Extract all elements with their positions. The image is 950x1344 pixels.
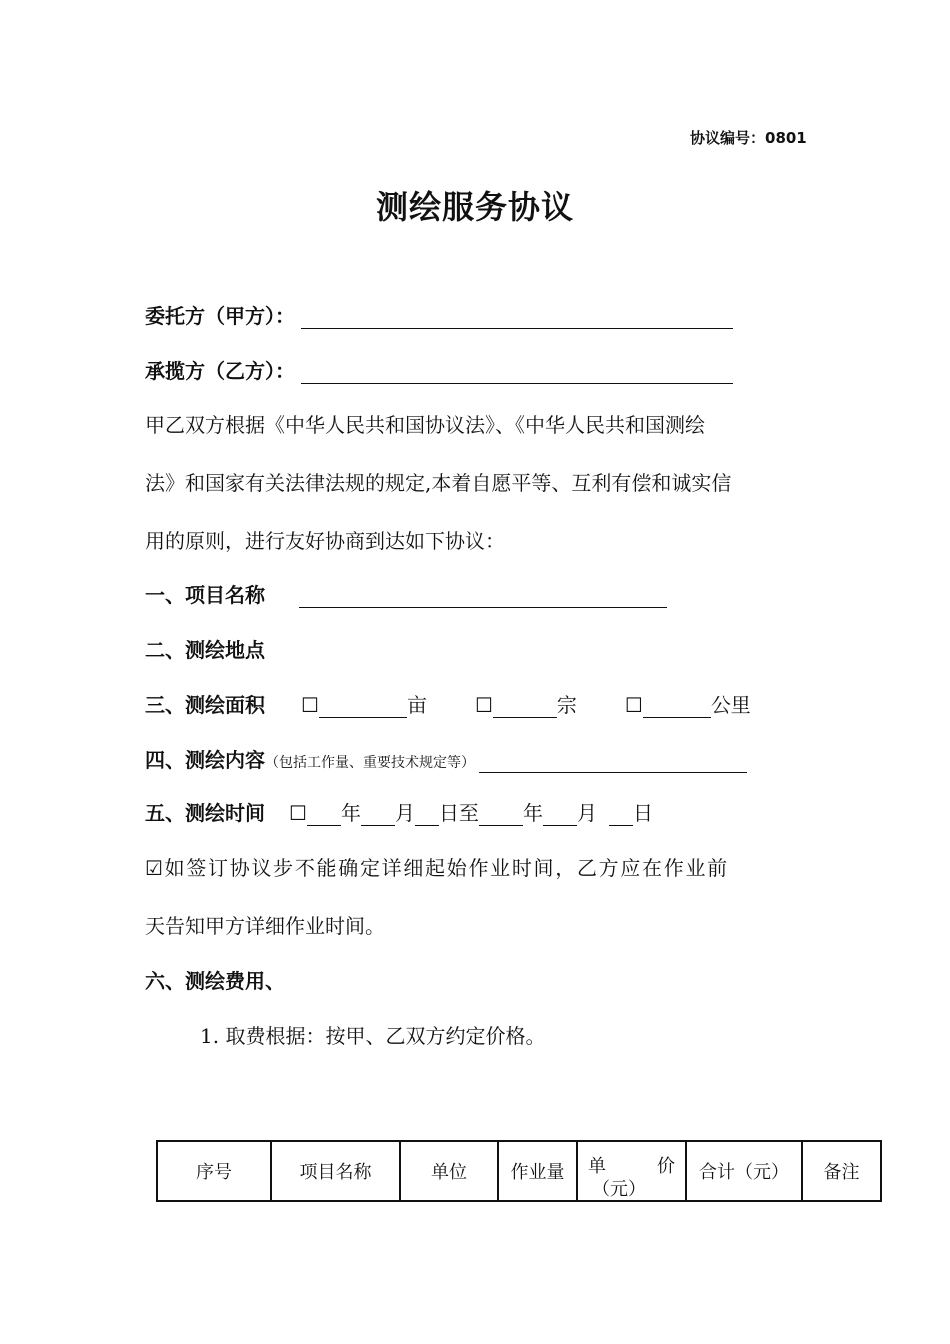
unit-zong: 宗 <box>556 693 577 717</box>
start-day-field[interactable] <box>415 805 439 826</box>
section-6-label: 六、测绘费用、 <box>145 969 285 993</box>
header-unit-price-char-1: 单 <box>588 1156 606 1177</box>
checked-checkbox-icon[interactable]: ☑ <box>145 856 165 880</box>
party-b-field[interactable] <box>301 363 733 384</box>
party-b-label: 承揽方（乙方）： <box>145 359 295 383</box>
end-month-field[interactable] <box>543 805 577 826</box>
checkbox-icon[interactable]: ☐ <box>474 693 493 717</box>
month-label-2: 月 <box>576 801 597 825</box>
area-zong-field[interactable] <box>493 697 557 718</box>
party-b-row <box>145 355 733 384</box>
month-label: 月 <box>394 801 415 825</box>
section-5-label: 五、测绘时间 <box>145 801 265 825</box>
header-project-name: 项目名称 <box>271 1141 400 1201</box>
fee-basis: 1. 取费根据：按甲、乙双方约定价格。 <box>200 1024 546 1048</box>
header-index: 序号 <box>157 1141 271 1201</box>
start-year-field[interactable] <box>307 805 341 826</box>
project-name-field[interactable] <box>299 587 667 608</box>
party-a-row <box>145 300 733 329</box>
year-label: 年 <box>340 801 361 825</box>
document-title: 测绘服务协议 <box>375 188 574 226</box>
intro-line-3: 用的原则，进行友好协商到达如下协议： <box>145 529 505 553</box>
section-1-label: 一、项目名称 <box>145 583 265 607</box>
section-4-note: （包括工作量、重要技术规定等） <box>265 755 475 771</box>
checkbox-icon[interactable]: ☐ <box>624 693 643 717</box>
area-km-field[interactable] <box>643 697 711 718</box>
agreement-number: 协议编号：0801 <box>690 129 807 147</box>
intro-line-1: 甲乙双方根据《中华人民共和国协议法》、《中华人民共和国测绘 <box>145 413 705 437</box>
section-time <box>145 797 653 826</box>
intro-line-2: 法》和国家有关法律法规的规定,本着自愿平等、互利有偿和诚实信 <box>145 471 732 495</box>
end-day-field[interactable] <box>609 805 633 826</box>
section-area <box>145 689 751 718</box>
section-4-label: 四、测绘内容 <box>145 748 265 772</box>
area-mu-field[interactable] <box>319 697 407 718</box>
party-a-label: 委托方（甲方）： <box>145 304 295 328</box>
header-unit-price <box>577 1141 686 1201</box>
header-unit-price-unit: （元） <box>592 1179 646 1200</box>
unit-km: 公里 <box>710 693 751 717</box>
checkbox-icon[interactable]: ☐ <box>289 801 307 825</box>
header-unit-price-char-2: 价 <box>657 1156 675 1177</box>
unit-mu: 亩 <box>406 693 427 717</box>
year-label-2: 年 <box>522 801 543 825</box>
section-content <box>145 744 747 773</box>
start-month-field[interactable] <box>361 805 395 826</box>
section-3-label: 三、测绘面积 <box>145 693 265 717</box>
table-header-row <box>157 1141 881 1201</box>
end-year-field[interactable] <box>479 805 523 826</box>
header-total: 合计（元） <box>686 1141 802 1201</box>
section-project-name <box>145 579 667 608</box>
note-text-1: 如签订协议步不能确定详细起始作业时间，乙方应在作业前 <box>164 856 729 880</box>
section-2-label: 二、测绘地点 <box>145 638 265 662</box>
day-label: 日 <box>632 801 653 825</box>
note-line-2: 天告知甲方详细作业时间。 <box>145 914 385 938</box>
day-to-label: 日至 <box>438 801 479 825</box>
header-remarks: 备注 <box>802 1141 881 1201</box>
content-field[interactable] <box>479 752 747 773</box>
party-a-field[interactable] <box>301 308 733 329</box>
header-quantity: 作业量 <box>498 1141 577 1201</box>
note-line-1 <box>145 852 729 881</box>
fee-table <box>156 1140 882 1202</box>
checkbox-icon[interactable]: ☐ <box>301 693 319 717</box>
header-unit: 单位 <box>400 1141 498 1201</box>
